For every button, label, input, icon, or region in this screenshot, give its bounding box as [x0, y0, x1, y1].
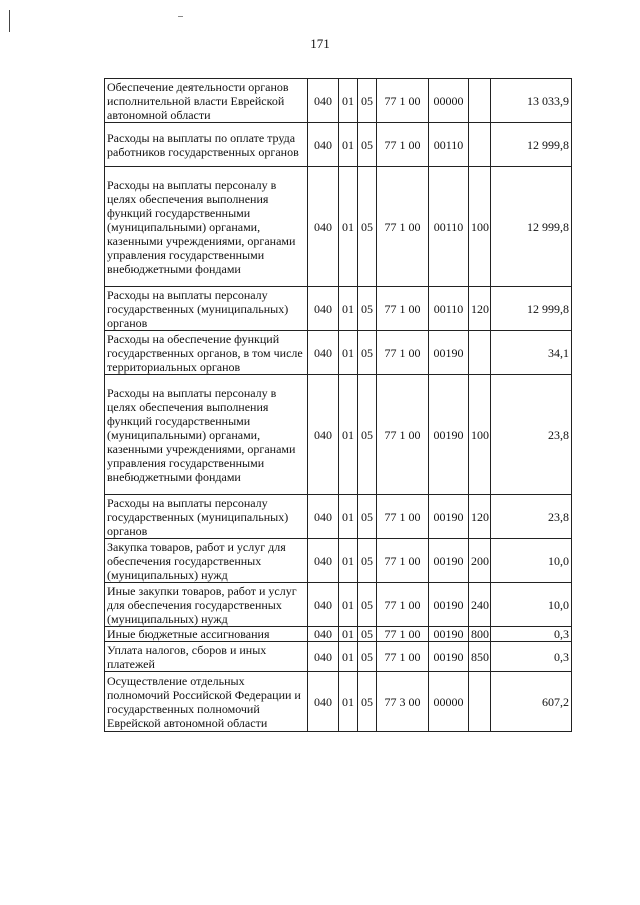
ministry-code-cell: 040	[308, 583, 339, 627]
ministry-code-cell: 040	[308, 375, 339, 495]
direction-code-cell: 00190	[429, 627, 469, 642]
direction-code-cell: 00000	[429, 79, 469, 123]
expense-name-cell: Закупка товаров, работ и услуг для обеспечения государственных (муниципальных) нужд	[105, 539, 308, 583]
direction-code-cell: 00110	[429, 167, 469, 287]
program-code-cell: 77 1 00	[377, 627, 429, 642]
subsection-code-cell: 05	[358, 583, 377, 627]
section-code-cell: 01	[339, 287, 358, 331]
expense-type-cell: 100	[469, 167, 491, 287]
expense-type-cell: 120	[469, 287, 491, 331]
program-code-cell: 77 1 00	[377, 539, 429, 583]
section-code-cell: 01	[339, 375, 358, 495]
expense-name-cell: Уплата налогов, сборов и иных платежей	[105, 642, 308, 672]
direction-code-cell: 00190	[429, 495, 469, 539]
direction-code-cell: 00000	[429, 672, 469, 732]
section-code-cell: 01	[339, 627, 358, 642]
expense-type-cell	[469, 79, 491, 123]
amount-cell: 12 999,8	[491, 287, 572, 331]
amount-cell: 10,0	[491, 539, 572, 583]
program-code-cell: 77 1 00	[377, 167, 429, 287]
ministry-code-cell: 040	[308, 627, 339, 642]
section-code-cell: 01	[339, 642, 358, 672]
page-number: 171	[310, 36, 330, 51]
direction-code-cell: 00190	[429, 331, 469, 375]
amount-cell: 34,1	[491, 331, 572, 375]
section-code-cell: 01	[339, 672, 358, 732]
section-code-cell: 01	[339, 167, 358, 287]
expense-name-cell: Расходы на выплаты по оплате труда работников государственных органов	[105, 123, 308, 167]
subsection-code-cell: 05	[358, 627, 377, 642]
direction-code-cell: 00190	[429, 583, 469, 627]
program-code-cell: 77 1 00	[377, 79, 429, 123]
program-code-cell: 77 1 00	[377, 642, 429, 672]
subsection-code-cell: 05	[358, 495, 377, 539]
expense-name-cell: Расходы на выплаты персоналу в целях обеспечения выполнения функций государственными (муниципальными) органами, казенными учреждениями, органами управления государственными внебюджетными фондами	[105, 167, 308, 287]
expense-type-cell: 850	[469, 642, 491, 672]
subsection-code-cell: 05	[358, 672, 377, 732]
subsection-code-cell: 05	[358, 539, 377, 583]
ministry-code-cell: 040	[308, 539, 339, 583]
amount-cell: 0,3	[491, 642, 572, 672]
program-code-cell: 77 1 00	[377, 287, 429, 331]
budget-table	[104, 78, 572, 732]
expense-name-cell: Расходы на выплаты персоналу в целях обеспечения выполнения функций государственными (муниципальными) органами, казенными учреждениями, органами управления государственными внебюджетными фондами	[105, 375, 308, 495]
program-code-cell: 77 1 00	[377, 375, 429, 495]
section-code-cell: 01	[339, 79, 358, 123]
direction-code-cell: 00110	[429, 123, 469, 167]
subsection-code-cell: 05	[358, 79, 377, 123]
program-code-cell: 77 1 00	[377, 331, 429, 375]
expense-name-cell: Расходы на обеспечение функций государственных органов, в том числе территориальных органов	[105, 331, 308, 375]
table-row	[105, 583, 572, 627]
table-row	[105, 375, 572, 495]
subsection-code-cell: 05	[358, 123, 377, 167]
table-row	[105, 539, 572, 583]
amount-cell: 0,3	[491, 627, 572, 642]
direction-code-cell: 00190	[429, 539, 469, 583]
scan-artifact	[178, 16, 183, 17]
section-code-cell: 01	[339, 123, 358, 167]
expense-name-cell: Расходы на выплаты персоналу государственных (муниципальных) органов	[105, 495, 308, 539]
table-row	[105, 627, 572, 642]
expense-type-cell: 800	[469, 627, 491, 642]
table-row	[105, 287, 572, 331]
section-code-cell: 01	[339, 539, 358, 583]
subsection-code-cell: 05	[358, 167, 377, 287]
program-code-cell: 77 3 00	[377, 672, 429, 732]
expense-type-cell: 100	[469, 375, 491, 495]
ministry-code-cell: 040	[308, 331, 339, 375]
ministry-code-cell: 040	[308, 672, 339, 732]
direction-code-cell: 00110	[429, 287, 469, 331]
expense-name-cell: Осуществление отдельных полномочий Российской Федерации и государственных полномочий Еврейской автономной области	[105, 672, 308, 732]
subsection-code-cell: 05	[358, 287, 377, 331]
budget-table-body	[105, 79, 572, 732]
section-code-cell: 01	[339, 495, 358, 539]
amount-cell: 10,0	[491, 583, 572, 627]
section-code-cell: 01	[339, 583, 358, 627]
table-row	[105, 495, 572, 539]
table-row	[105, 672, 572, 732]
expense-type-cell: 240	[469, 583, 491, 627]
section-code-cell: 01	[339, 331, 358, 375]
amount-cell: 12 999,8	[491, 167, 572, 287]
expense-name-cell: Обеспечение деятельности органов исполнительной власти Еврейской автономной области	[105, 79, 308, 123]
amount-cell: 23,8	[491, 495, 572, 539]
subsection-code-cell: 05	[358, 642, 377, 672]
amount-cell: 13 033,9	[491, 79, 572, 123]
program-code-cell: 77 1 00	[377, 495, 429, 539]
ministry-code-cell: 040	[308, 287, 339, 331]
table-row	[105, 642, 572, 672]
expense-type-cell: 200	[469, 539, 491, 583]
direction-code-cell: 00190	[429, 642, 469, 672]
expense-type-cell	[469, 672, 491, 732]
ministry-code-cell: 040	[308, 79, 339, 123]
table-row	[105, 167, 572, 287]
table-row	[105, 331, 572, 375]
expense-type-cell	[469, 331, 491, 375]
ministry-code-cell: 040	[308, 495, 339, 539]
expense-type-cell	[469, 123, 491, 167]
scan-edge-mark	[9, 10, 10, 32]
program-code-cell: 77 1 00	[377, 123, 429, 167]
expense-type-cell: 120	[469, 495, 491, 539]
table-row	[105, 79, 572, 123]
direction-code-cell: 00190	[429, 375, 469, 495]
expense-name-cell: Расходы на выплаты персоналу государственных (муниципальных) органов	[105, 287, 308, 331]
expense-name-cell: Иные закупки товаров, работ и услуг для обеспечения государственных (муниципальных) нужд	[105, 583, 308, 627]
amount-cell: 23,8	[491, 375, 572, 495]
subsection-code-cell: 05	[358, 331, 377, 375]
subsection-code-cell: 05	[358, 375, 377, 495]
program-code-cell: 77 1 00	[377, 583, 429, 627]
ministry-code-cell: 040	[308, 167, 339, 287]
amount-cell: 12 999,8	[491, 123, 572, 167]
ministry-code-cell: 040	[308, 123, 339, 167]
ministry-code-cell: 040	[308, 642, 339, 672]
amount-cell: 607,2	[491, 672, 572, 732]
table-row	[105, 123, 572, 167]
expense-name-cell: Иные бюджетные ассигнования	[105, 627, 308, 642]
